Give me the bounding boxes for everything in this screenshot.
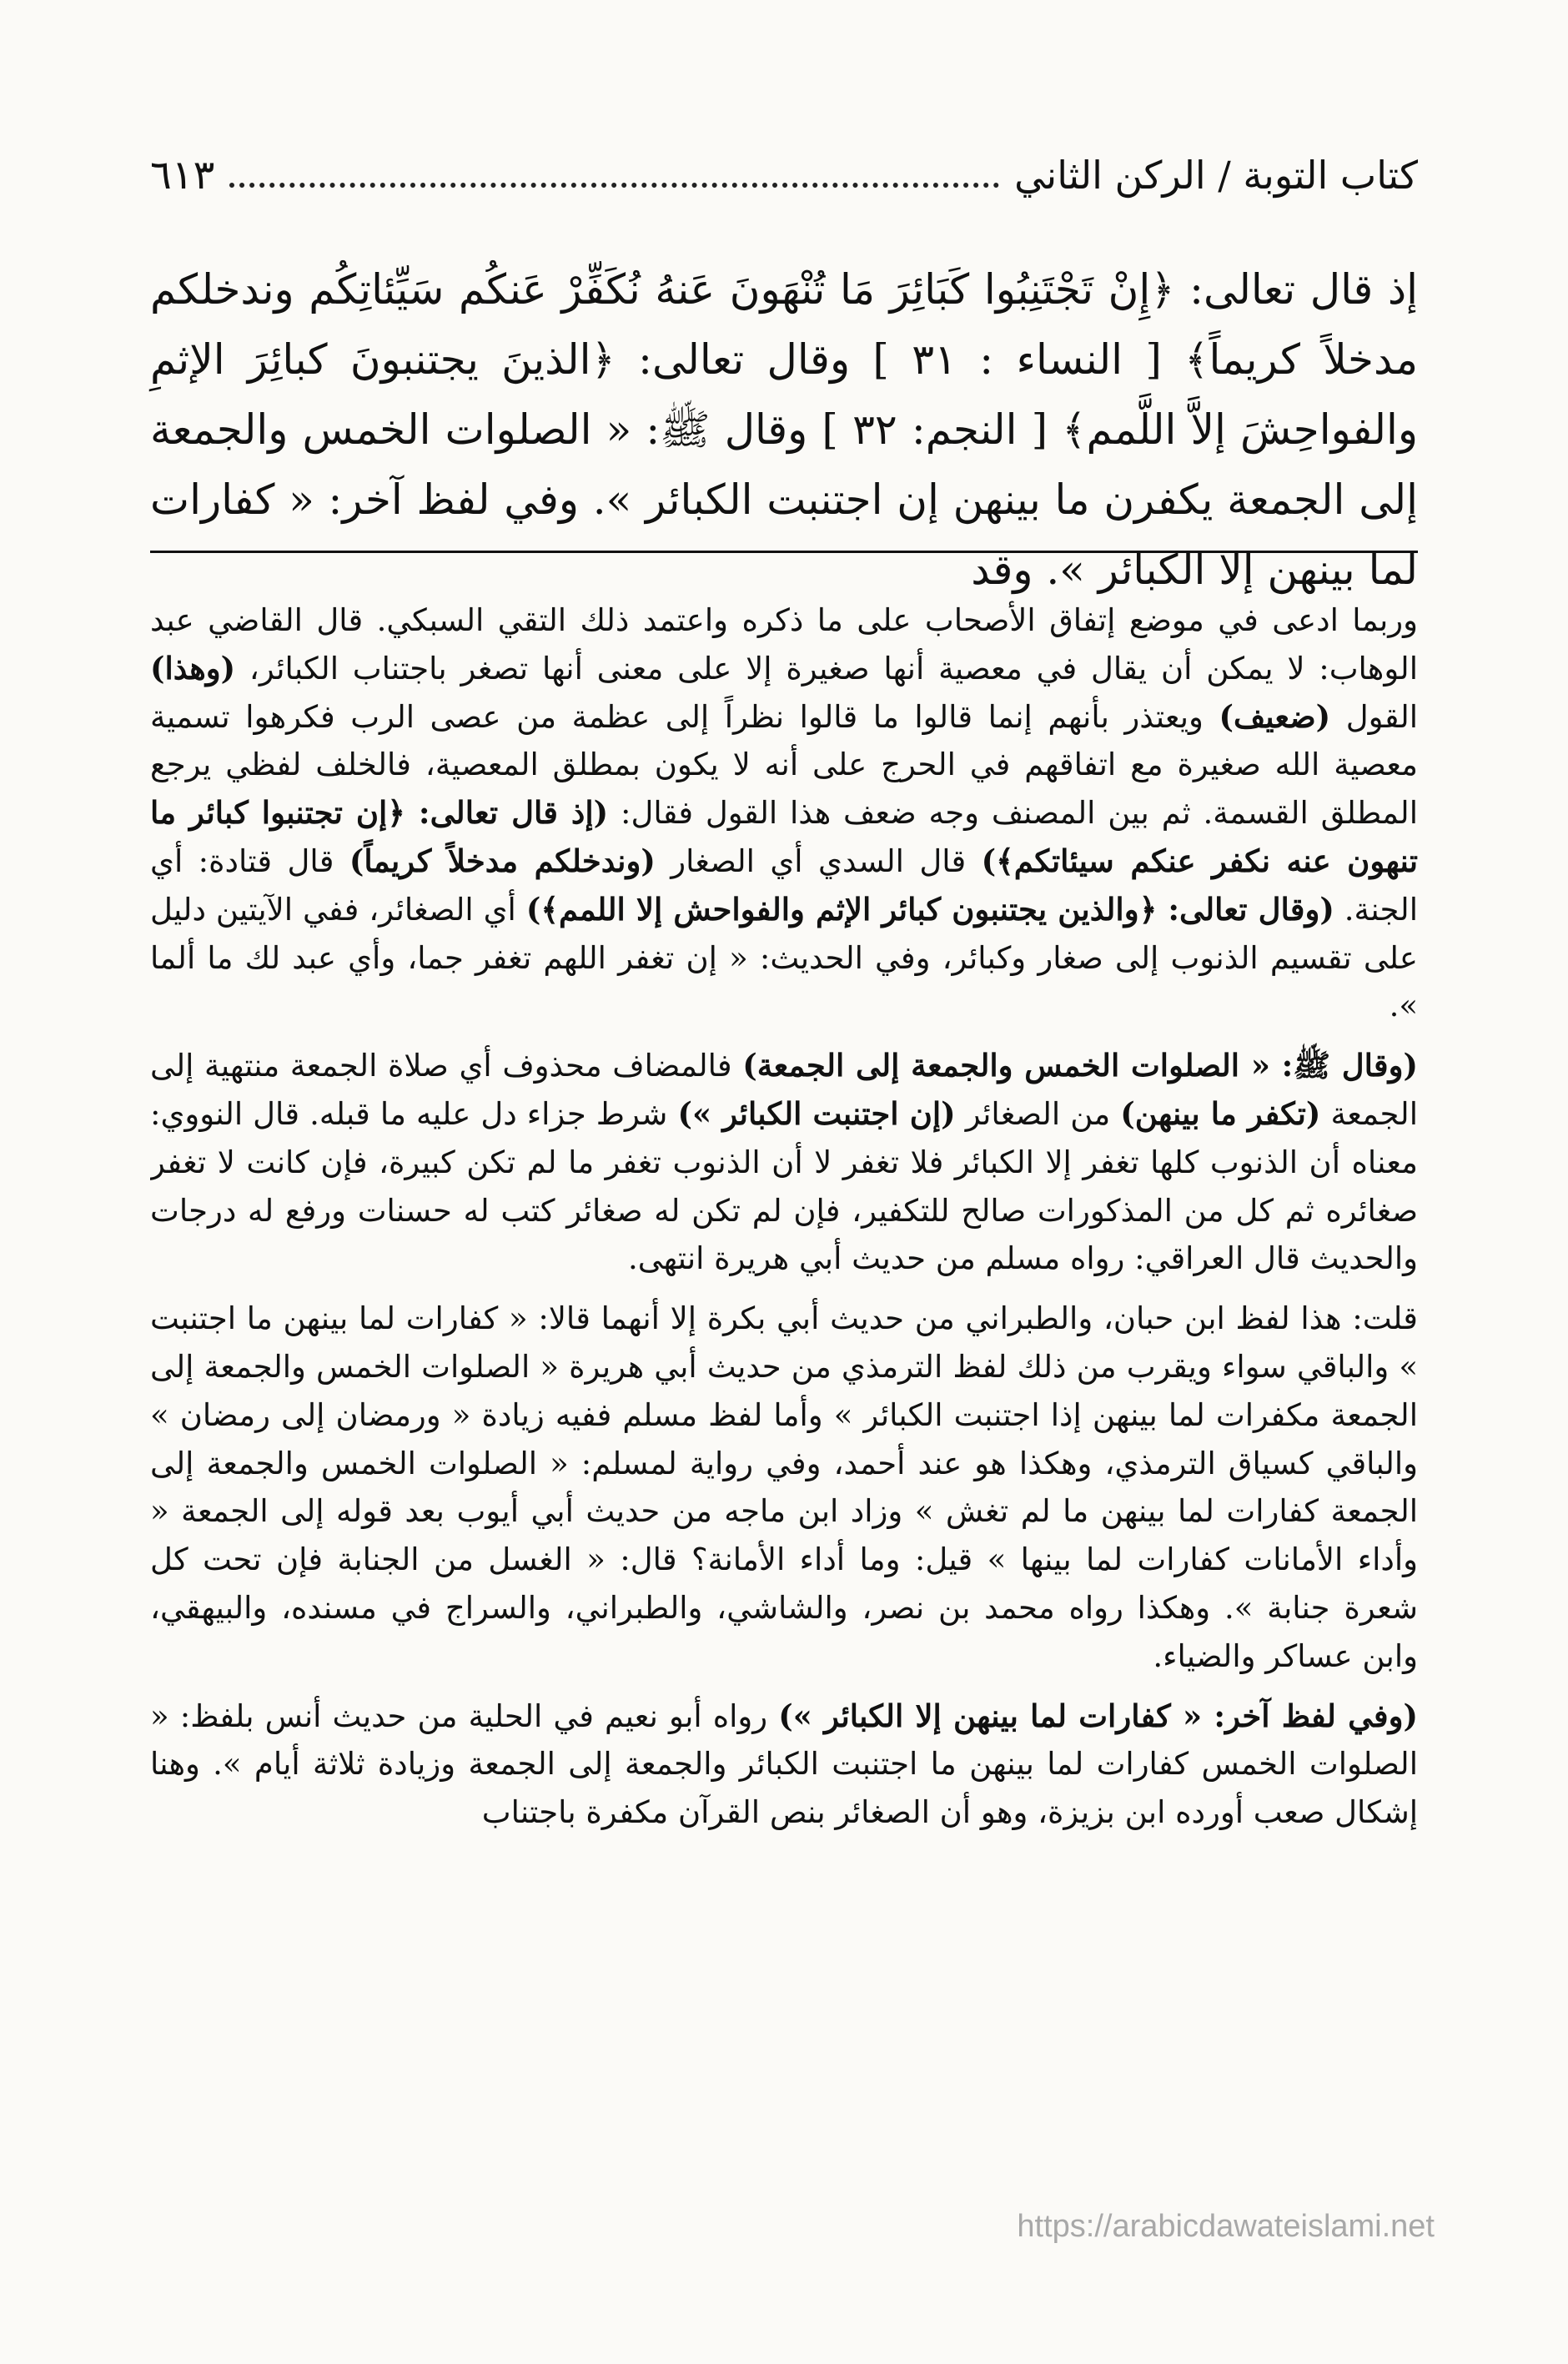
commentary-block — [150, 596, 1418, 2190]
commentary-paragraph-3: قلت: هذا لفظ ابن حبان، والطبراني من حديث أبي بكرة إلا أنهما قالا: « كفارات لما بينهن ما اجتنبت » والباقي سواء ويقرب من ذلك لفظ الترمذي من حديث أبي هريرة « الصلوات الخمس والجمعة إلى الجمعة مكفرات لما بينهن إذا اجتنبت الكبائر » وأما لفظ مسلم ففيه زيادة « ورمضان إلى رمضان » والباقي كسياق الترمذي، وهكذا هو عند أحمد، وفي رواية لمسلم: « الصلوات الخمس والجمعة إلى الجمعة كفارات لما بينهن ما لم تغش » وزاد ابن ماجه من حديث أبي أيوب بعد قوله إلى الجمعة « وأداء الأمانات كفارات لما بينها » قيل: وما أداء الأمانة؟ قال: « الغسل من الجنابة فإن تحت كل شعرة جنابة ». وهكذا رواه محمد بن نصر، والشاشي، والطبراني، والسراج في مسنده، والبيهقي، وابن عساكر والضياء. — [150, 1300, 1418, 1674]
quoted-phrase: (وفي لفظ آخر: « كفارات لما بينهن إلا الكبائر ») — [778, 1697, 1418, 1734]
commentary-text: فالمضاف محذوف أي صلاة الجمعة منتهية إلى الجمعة — [150, 1048, 1418, 1132]
quoted-phrase: (إذ قال تعالى: ﴿إن تجتنبوا كبائر ما تنهون عنه نكفر عنكم سيئاتكم﴾) — [150, 794, 1418, 879]
commentary-text: وربما ادعى في موضع إتفاق الأصحاب على ما ذكره واعتمد ذلك التقي السبكي. قال القاضي عبد الوهاب: لا يمكن أن يقال في معصية أنها صغيرة إلا على معنى أنها تصغر باجتناب الكبائر، — [150, 602, 1418, 687]
quoted-phrase: (وهذا) — [150, 649, 236, 687]
commentary-paragraph-1 — [150, 596, 1418, 1030]
commentary-text: رواه أبو نعيم في الحلية من حديث أنس بلفظ: « الصلوات الخمس كفارات لما بينهن ما اجتنبت الكبائر والجمعة إلى الجمعة وزيادة ثلاثة أيام ». وهنا إشكال صعب أورده ابن بزيزة، وهو أن الصغائر بنص القرآن مكفرة باجتناب — [150, 1698, 1418, 1831]
commentary-text: ويعتذر بأنهم إنما قالوا ما قالوا نظراً إلى عظمة من عصى الرب فكرهوا تسمية معصية الله صغيرة مع اتفاقهم في الحرج على أنه لا يكون بمطلق المعصية، فالخلف لفظي يرجع المطلق القسمة. ثم بين المصنف وجه ضعف هذا القول فقال: — [150, 698, 1418, 832]
commentary-paragraph-4 — [150, 1693, 1418, 1837]
chapter-title: كتاب التوبة / الركن الثاني — [1014, 153, 1418, 198]
quoted-phrase: (إن اجتنبت الكبائر ») — [677, 1094, 956, 1132]
footnote-divider — [150, 551, 1418, 553]
commentary-text: أي الصغائر، ففي الآيتين دليل على تقسيم الذنوب إلى صغار وكبائر، وفي الحديث: « إن تغفر اللهم تغفر جما، وأي عبد لك ما ألما ». — [150, 891, 1418, 1024]
commentary-text: قال قتادة: أي الجنة. — [150, 842, 1418, 928]
quoted-phrase: (ضعيف) — [1219, 697, 1331, 735]
quoted-phrase: (وقال ﷺ: « الصلوات الخمس والجمعة إلى الجمعة) — [742, 1047, 1418, 1084]
commentary-text: من الصغائر — [955, 1095, 1121, 1132]
header-leader-dots — [229, 163, 999, 188]
quoted-phrase: (تكفر ما بينهن) — [1120, 1094, 1321, 1132]
quoted-phrase: (وقال تعالى: ﴿والذين يجتنبون كبائر الإثم والفواحش إلا اللمم﴾) — [525, 890, 1334, 928]
quoted-phrase: (وندخلكم مدخلاً كريماً) — [349, 842, 656, 879]
commentary-paragraph-2 — [150, 1042, 1418, 1283]
main-paragraph: إذ قال تعالى: ﴿إِنْ تَجْتَنِبُوا كَبَائِرَ مَا تُنْهَونَ عَنهُ نُكَفِّرْ عَنكُم سَيِّئاتِكُم وندخلكم مدخلاً كريماً﴾ [ النساء : ٣١ ] وقال تعالى: ﴿الذينَ يجتنبونَ كبائِرَ الإثمِ والفواحِشَ إلاَّ اللَّمم﴾ [ النجم: ٣٢ ] وقال ﷺ: « الصلوات الخمس والجمعة إلى الجمعة يكفرن ما بينهن إن اجتنبت الكبائر ». وفي لفظ آخر: « كفارات لما بينهن إلا الكبائر ». وقد — [150, 265, 1418, 594]
commentary-text: القول — [1330, 698, 1418, 735]
running-header — [150, 142, 1418, 209]
page-number: ٦١٣ — [150, 152, 215, 199]
watermark-url: https://arabicdawateislami.net — [1017, 2209, 1435, 2244]
commentary-text: قال السدي أي الصغار — [655, 842, 982, 879]
commentary-text: شرط جزاء دل عليه ما قبله. قال النووي: معناه أن الذنوب كلها تغفر إلا الكبائر فلا تغفر لا أن الذنوب تغفر ما لم تكن كبيرة، فإن كانت لا تغفر صغائره ثم كل من المذكورات صالح للتكفير، فإن لم تكن له صغائر كتب له حسنات ورفع له درجات والحديث قال العراقي: رواه مسلم من حديث أبي هريرة انتهى. — [150, 1095, 1418, 1277]
